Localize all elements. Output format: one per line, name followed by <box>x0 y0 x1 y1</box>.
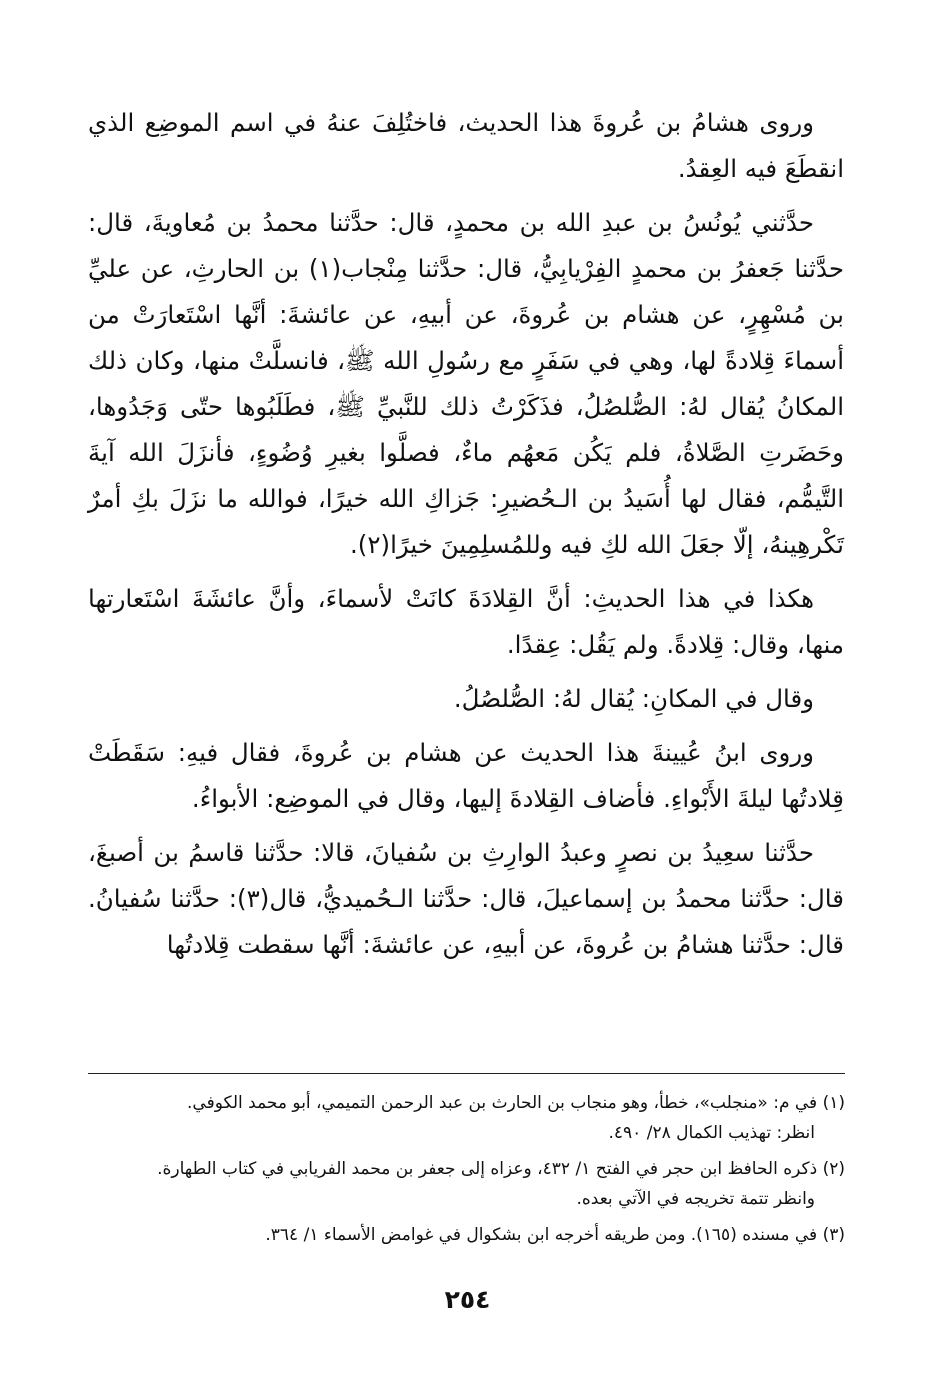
footnote-separator <box>88 1073 845 1074</box>
footnote-2-line-2: وانظر تتمة تخريجه في الآتي بعده. <box>576 1189 815 1209</box>
footnote-3-line-1: (٣) في مسنده (١٦٥). ومن طريقه أخرجه ابن بشكوال في غوامض الأسماء ١/ ٣٦٤. <box>265 1225 845 1245</box>
paragraph-2: حدَّثني يُونُسُ بن عبدِ الله بن محمدٍ، قال: حدَّثنا محمدُ بن مُعاويةَ، قال: حدَّثنا جَعفرُ بن محمدٍ الفِرْيابِيُّ، قال: حدَّثنا مِنْجاب(١) بن الحارثِ، عن عليِّ بن مُسْهِرٍ، عن هشام بن عُروةَ، عن أبيهِ، عن عائشةَ: أنَّها اسْتَعارَتْ من أسماءَ قِلادةً لها، وهي في سَفَرٍ مع رسُولِ الله ﷺ، فانسلَّتْ منها، وكان ذلك المكانُ يُقال لهُ: الصُّلصُلُ، فذَكَرْتُ ذلك للنَّبيِّ ﷺ، فطَلَبُوها حتّى وَجَدُوها، وحَضَرتِ الصَّلاةُ، فلم يَكُن مَعهُم ماءٌ، فصلَّوا بغيرِ وُضُوءٍ، فأنزَلَ الله آيةَ التَّيمُّم، فقال لها أُسَيدُ بن الـحُضيرِ: جَزاكِ الله خيرًا، فوالله ما نزَلَ بكِ أمرٌ تَكْرهِينهُ، إلّا جعَلَ الله لكِ فيه وللمُسلِمِينَ خيرًا(٢). <box>88 208 845 559</box>
paragraph-3: هكذا في هذا الحديثِ: أنَّ القِلادَةَ كانَتْ لأسماءَ، وأنَّ عائشَةَ اسْتَعارتها منها، وقال: قِلادةً. ولم يَقُل: عِقدًا. <box>88 584 844 659</box>
footnote-1-line-2: انظر: تهذيب الكمال ٢٨/ ٤٩٠. <box>608 1123 815 1143</box>
paragraph-1: وروى هشامُ بن عُروةَ هذا الحديث، فاختُلِفَ عنهُ في اسم الموضِع الذي انقطَعَ فيه العِقدُ. <box>88 108 844 183</box>
paragraph-6: حدَّثنا سعِيدُ بن نصرٍ وعبدُ الوارِثِ بن سُفيانَ، قالا: حدَّثنا قاسمُ بن أصبغَ، قال: حدَّثنا محمدُ بن إسماعيلَ، قال: حدَّثنا الـحُميديُّ، قال(٣): حدَّثنا سُفيانُ. قال: حدَّثنا هشامُ بن عُروةَ، عن أبيهِ، عن عائشةَ: أنَّها سقطت قِلادتُها <box>88 838 844 959</box>
footnote-2 <box>88 1154 845 1214</box>
footnote-1 <box>88 1088 845 1148</box>
paragraph-4: وقال في المكانِ: يُقال لهُ: الصُّلصُلُ. <box>453 684 814 713</box>
footnote-1-line-1: (١) في م: «منجلب»، خطأ، وهو منجاب بن الحارث بن عبد الرحمن التميمي، أبو محمد الكوفي. <box>187 1093 845 1113</box>
footnote-3 <box>88 1220 845 1250</box>
main-text-body <box>88 100 844 976</box>
page-number: ٢٥٤ <box>444 1285 491 1314</box>
footnote-2-line-1: (٢) ذكره الحافظ ابن حجر في الفتح ١/ ٤٣٢، وعزاه إلى جعفر بن محمد الفريابي في كتاب الطهارة. <box>157 1159 845 1179</box>
paragraph-5: وروى ابنُ عُيينةَ هذا الحديث عن هشام بن عُروةَ، فقال فيهِ: سَقَطَتْ قِلادتُها ليلةَ الأَبْواءِ. فأضاف القِلادةَ إليها، وقال في الموضِع: الأبواءُ. <box>88 738 844 813</box>
footnotes <box>88 1088 845 1256</box>
